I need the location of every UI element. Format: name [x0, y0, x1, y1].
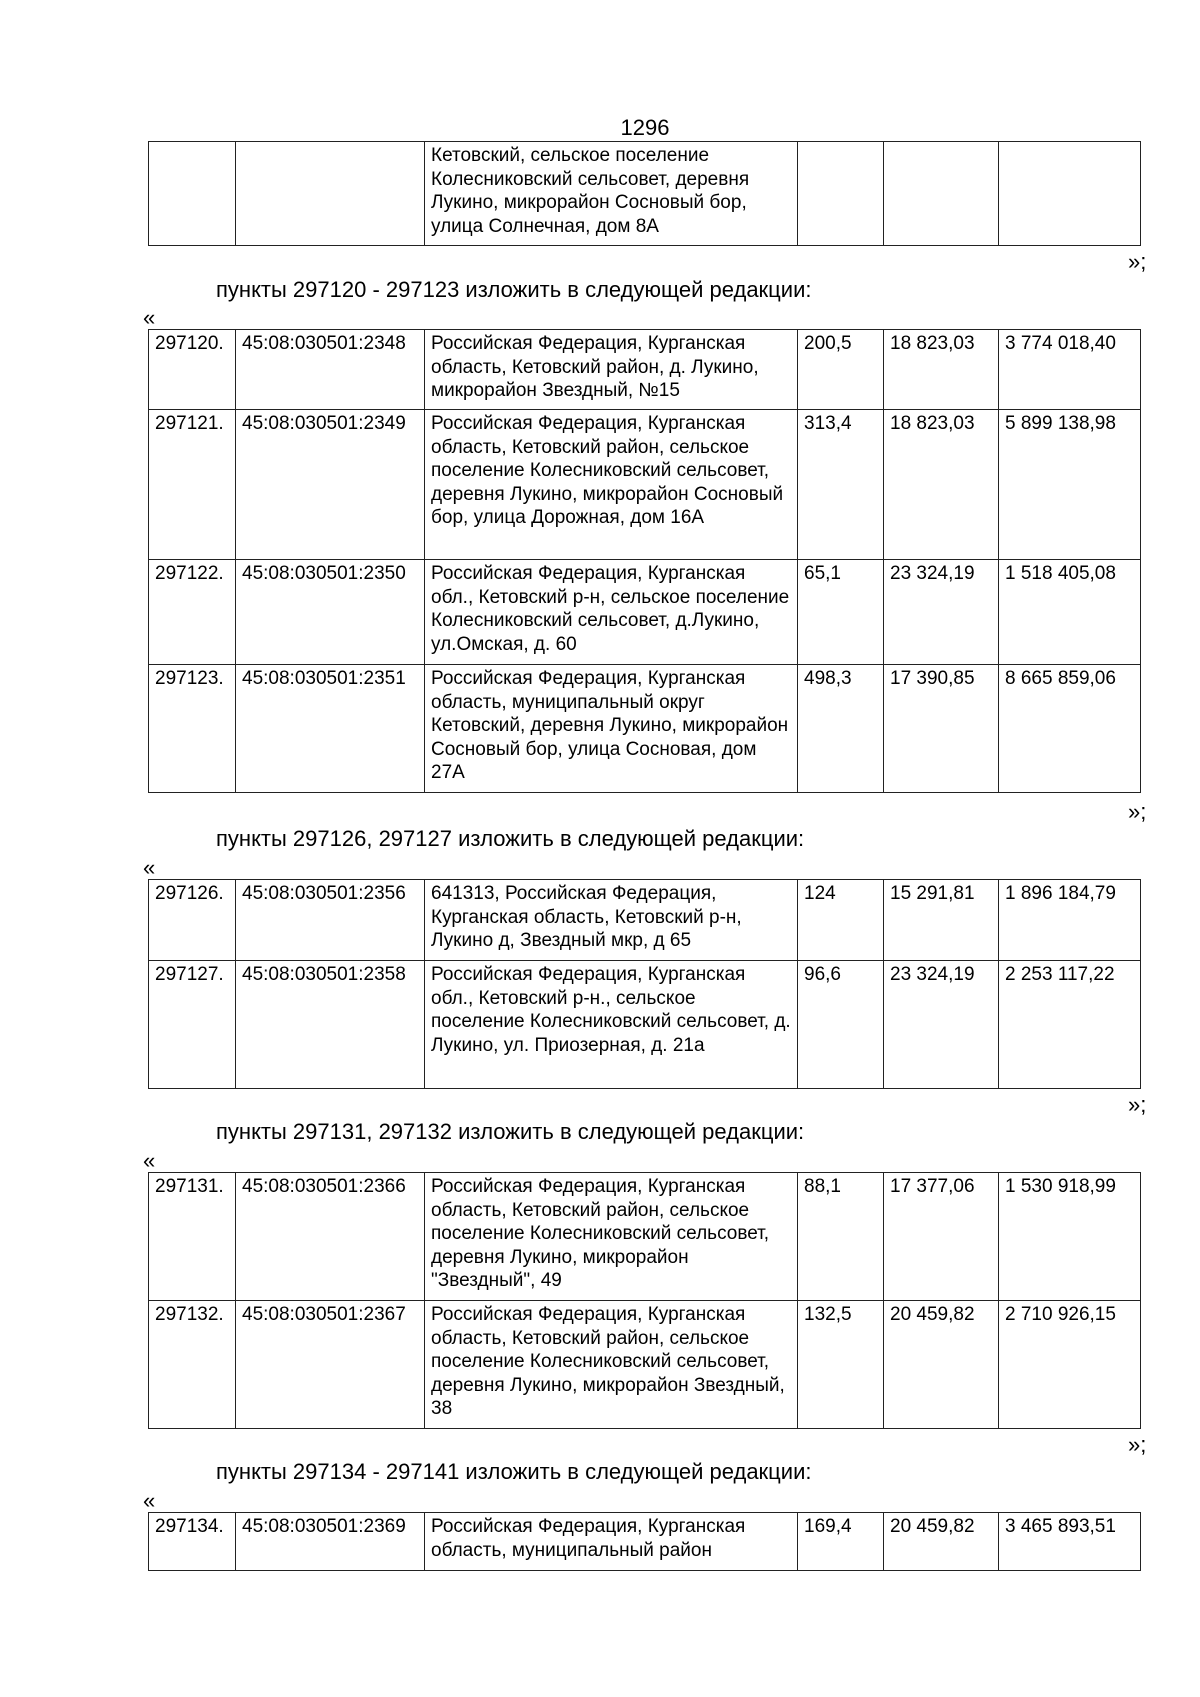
cadastral-cell: 45:08:030501:2366 [236, 1173, 425, 1301]
closing-quote: »; [1128, 1092, 1147, 1117]
data-table [148, 329, 1141, 793]
area-cell: 88,1 [798, 1173, 884, 1301]
price-cell: 20 459,82 [884, 1301, 999, 1429]
table-row [149, 1301, 1141, 1429]
section-instruction: пункты 297120 - 297123 изложить в следующей редакции: [216, 277, 812, 302]
table-row [149, 142, 1141, 246]
price-cell: 15 291,81 [884, 880, 999, 961]
table-row [149, 410, 1141, 560]
table-row [149, 1513, 1141, 1571]
area-cell: 96,6 [798, 961, 884, 1089]
cadastral-cell: 45:08:030501:2356 [236, 880, 425, 961]
price-cell: 17 390,85 [884, 665, 999, 793]
num-cell: 297132. [149, 1301, 236, 1429]
cadastral-cell: 45:08:030501:2367 [236, 1301, 425, 1429]
price-cell: 17 377,06 [884, 1173, 999, 1301]
continuation-table [148, 141, 1141, 246]
area-cell: 132,5 [798, 1301, 884, 1429]
table-row [149, 560, 1141, 665]
cadastral-cell: 45:08:030501:2351 [236, 665, 425, 793]
total-cell: 5 899 138,98 [999, 410, 1141, 560]
area-cell [798, 142, 884, 246]
num-cell: 297127. [149, 961, 236, 1089]
address-cell: Российская Федерация, Курганская обл., Кетовский р-н., сельское поселение Колесниковский сельсовет, д. Лукино, ул. Приозерная, д. 21а [425, 961, 798, 1089]
data-table [148, 1172, 1141, 1429]
table-row [149, 1173, 1141, 1301]
total-cell: 1 530 918,99 [999, 1173, 1141, 1301]
num-cell: 297121. [149, 410, 236, 560]
address-cell: 641313, Российская Федерация, Курганская область, Кетовский р-н, Лукино д, Звездный мкр, д 65 [425, 880, 798, 961]
closing-quote: »; [1128, 1432, 1147, 1457]
cadastral-cell: 45:08:030501:2349 [236, 410, 425, 560]
area-cell: 169,4 [798, 1513, 884, 1571]
area-cell: 200,5 [798, 330, 884, 410]
opening-quote: « [143, 855, 156, 880]
price-cell [884, 142, 999, 246]
page-number: 1296 [620, 115, 670, 140]
area-cell: 313,4 [798, 410, 884, 560]
closing-quote: »; [1128, 799, 1147, 824]
num-cell: 297123. [149, 665, 236, 793]
address-cell: Российская Федерация, Курганская область, Кетовский район, сельское поселение Колесниковский сельсовет, деревня Лукино, микрорайон Сосновый бор, улица Дорожная, дом 16А [425, 410, 798, 560]
address-cell: Российская Федерация, Курганская область, Кетовский район, д. Лукино, микрорайон Звездный, №15 [425, 330, 798, 410]
cadastral-cell: 45:08:030501:2358 [236, 961, 425, 1089]
price-cell: 20 459,82 [884, 1513, 999, 1571]
table-row [149, 880, 1141, 961]
total-cell [999, 142, 1141, 246]
num-cell: 297134. [149, 1513, 236, 1571]
cadastral-cell [236, 142, 425, 246]
num-cell: 297120. [149, 330, 236, 410]
num-cell: 297122. [149, 560, 236, 665]
data-table [148, 879, 1141, 1089]
table-row [149, 330, 1141, 410]
address-cell: Российская Федерация, Курганская область, муниципальный район [425, 1513, 798, 1571]
section-instruction: пункты 297131, 297132 изложить в следующей редакции: [216, 1119, 805, 1144]
section-instruction: пункты 297126, 297127 изложить в следующей редакции: [216, 826, 805, 851]
num-cell: 297126. [149, 880, 236, 961]
address-cell: Российская Федерация, Курганская обл., Кетовский р-н, сельское поселение Колесниковский сельсовет, д.Лукино, ул.Омская, д. 60 [425, 560, 798, 665]
total-cell: 1 518 405,08 [999, 560, 1141, 665]
section-instruction: пункты 297134 - 297141 изложить в следующей редакции: [216, 1459, 812, 1484]
table-row [149, 961, 1141, 1089]
address-cell: Российская Федерация, Курганская область, муниципальный округ Кетовский, деревня Лукино, микрорайон Сосновый бор, улица Сосновая, дом 27А [425, 665, 798, 793]
opening-quote: « [143, 1148, 156, 1173]
total-cell: 2 710 926,15 [999, 1301, 1141, 1429]
opening-quote: « [143, 1488, 156, 1513]
total-cell: 3 465 893,51 [999, 1513, 1141, 1571]
area-cell: 65,1 [798, 560, 884, 665]
total-cell: 2 253 117,22 [999, 961, 1141, 1089]
price-cell: 18 823,03 [884, 410, 999, 560]
area-cell: 124 [798, 880, 884, 961]
area-cell: 498,3 [798, 665, 884, 793]
total-cell: 3 774 018,40 [999, 330, 1141, 410]
price-cell: 18 823,03 [884, 330, 999, 410]
num-cell: 297131. [149, 1173, 236, 1301]
address-cell: Российская Федерация, Курганская область, Кетовский район, сельское поселение Колесниковский сельсовет, деревня Лукино, микрорайон "Звездный", 49 [425, 1173, 798, 1301]
opening-quote: « [143, 305, 156, 330]
num-cell [149, 142, 236, 246]
address-cell: Российская Федерация, Курганская область, Кетовский район, сельское поселение Колесниковский сельсовет, деревня Лукино, микрорайон Звездный, 38 [425, 1301, 798, 1429]
total-cell: 8 665 859,06 [999, 665, 1141, 793]
closing-quote: »; [1128, 249, 1147, 274]
data-table [148, 1512, 1141, 1571]
total-cell: 1 896 184,79 [999, 880, 1141, 961]
cadastral-cell: 45:08:030501:2350 [236, 560, 425, 665]
cadastral-cell: 45:08:030501:2348 [236, 330, 425, 410]
address-cell: Кетовский, сельское поселение Колесниковский сельсовет, деревня Лукино, микрорайон Сосновый бор, улица Солнечная, дом 8А [425, 142, 798, 246]
cadastral-cell: 45:08:030501:2369 [236, 1513, 425, 1571]
table-row [149, 665, 1141, 793]
price-cell: 23 324,19 [884, 560, 999, 665]
price-cell: 23 324,19 [884, 961, 999, 1089]
